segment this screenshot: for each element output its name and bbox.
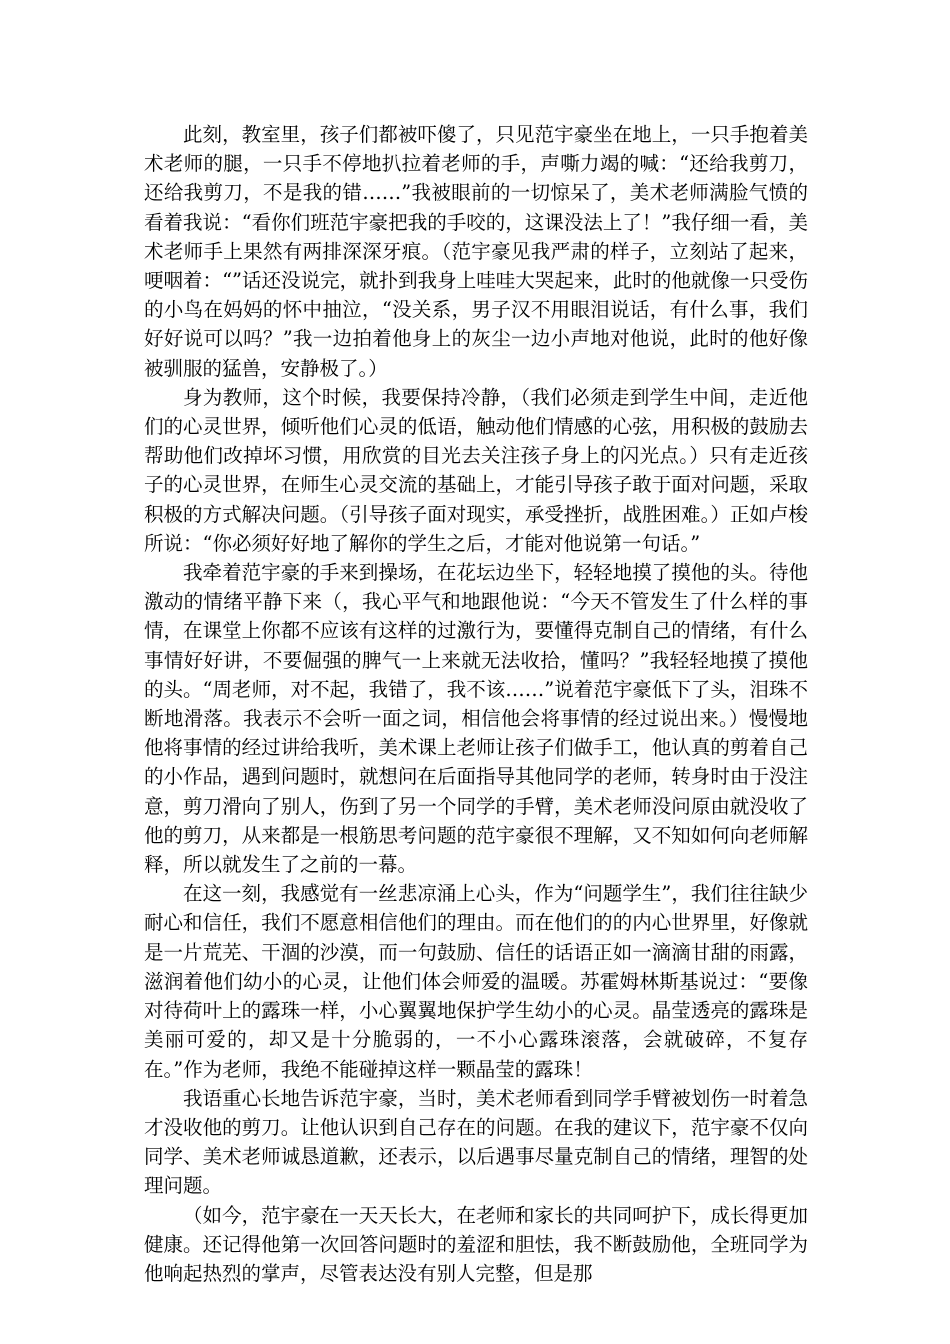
paragraph-playground-talk: 我牵着范宇豪的手来到操场，在花坛边坐下，轻轻地摸了摸他的头。待他激动的情绪平静下来（，我心平气和地跟他说：“今天不管发生了什么样的事情，在课堂上你都不应该有这样的过激行为，要懂得克制自己的情绪，有什么事情好好讲，不要倔强的脾气一上来就无法收拾，懂吗？”我轻轻地摸了摸他的头。“周老师，对不起，我错了，我不该……”说着范宇豪低下了头，泪珠不断地滑落。我表示不会听一面之词，相信他会将事情的经过说出来。）慢慢地他将事情的经过讲给我听，美术课上老师让孩子们做手工，他认真的剪着自己的小作品，遇到问题时，就想问在后面指导其他同学的老师，转身时由于没注意，剪刀滑向了别人，伤到了另一个同学的手臂，美术老师没问原由就没收了他的剪刀，从来都是一根筋思考问题的范宇豪很不理解，又不知如何向老师解释，所以就发生了之前的一幕。 bbox=[144, 561, 808, 877]
paragraph-apology: 我语重心长地告诉范宇豪，当时，美术老师看到同学手臂被划伤一时着急才没收他的剪刀。让他认识到自己存在的问题。在我的建议下，范宇豪不仅向同学、美术老师诚恳道歉，还表示，以后遇事尽量克制自己的情绪，理智的处理问题。 bbox=[144, 1086, 808, 1198]
document-page bbox=[144, 120, 808, 1288]
paragraph-growth: （如今，范宇豪在一天天长大，在老师和家长的共同呵护下，成长得更加健康。还记得他第一次回答问题时的羞涩和胆怯，我不断鼓励他，全班同学为他响起热烈的掌声，尽管表达没有别人完整，但是那 bbox=[144, 1203, 808, 1285]
paragraph-dewdrop-metaphor: 在这一刻，我感觉有一丝悲凉涌上心头，作为“问题学生”，我们往往缺少耐心和信任，我们不愿意相信他们的理由。而在他们的的内心世界里，好像就是一片荒芜、干涸的沙漠，而一句鼓励、信任的话语正如一滴滴甘甜的雨露，滋润着他们幼小的心灵，让他们体会师爱的温暖。苏霍姆林斯基说过：“要像对待荷叶上的露珠一样，小心翼翼地保护学生幼小的心灵。晶莹透亮的露珠是美丽可爱的，却又是十分脆弱的，一不小心露珠滚落，会就破碎，不复存在。”作为老师，我绝不能碰掉这样一颗晶莹的露珠！ bbox=[144, 882, 808, 1081]
paragraph-teacher-reflection: 身为教师，这个时候，我要保持冷静，（我们必须走到学生中间，走近他们的心灵世界，倾听他们心灵的低语，触动他们情感的心弦，用积极的鼓励去帮助他们改掉坏习惯，用欣赏的目光去关注孩子身上的闪光点。）只有走近孩子的心灵世界，在师生心灵交流的基础上，才能引导孩子敢于面对问题，采取积极的方式解决问题。（引导孩子面对现实，承受挫折，战胜困难。）正如卢梭所说：“你必须好好地了解你的学生之后，才能对他说第一句话。” bbox=[144, 385, 808, 555]
paragraph-classroom-incident: 此刻，教室里，孩子们都被吓傻了，只见范宇豪坐在地上，一只手抱着美术老师的腿，一只手不停地扒拉着老师的手，声嘶力竭的喊：“还给我剪刀，还给我剪刀，不是我的错……”我被眼前的一切惊呆了，美术老师满脸气愤的看着我说：“看你们班范宇豪把我的手咬的，这课没法上了！”我仔细一看，美术老师手上果然有两排深深牙痕。（范宇豪见我严肃的样子，立刻站了起来，哽咽着：“”话还没说完，就扑到我身上哇哇大哭起来，此时的他就像一只受伤的小鸟在妈妈的怀中抽泣，“没关系，男子汉不用眼泪说话，有什么事，我们好好说可以吗？”我一边拍着他身上的灰尘一边小声地对他说，此时的他好像被驯服的猛兽，安静极了。） bbox=[144, 123, 808, 380]
